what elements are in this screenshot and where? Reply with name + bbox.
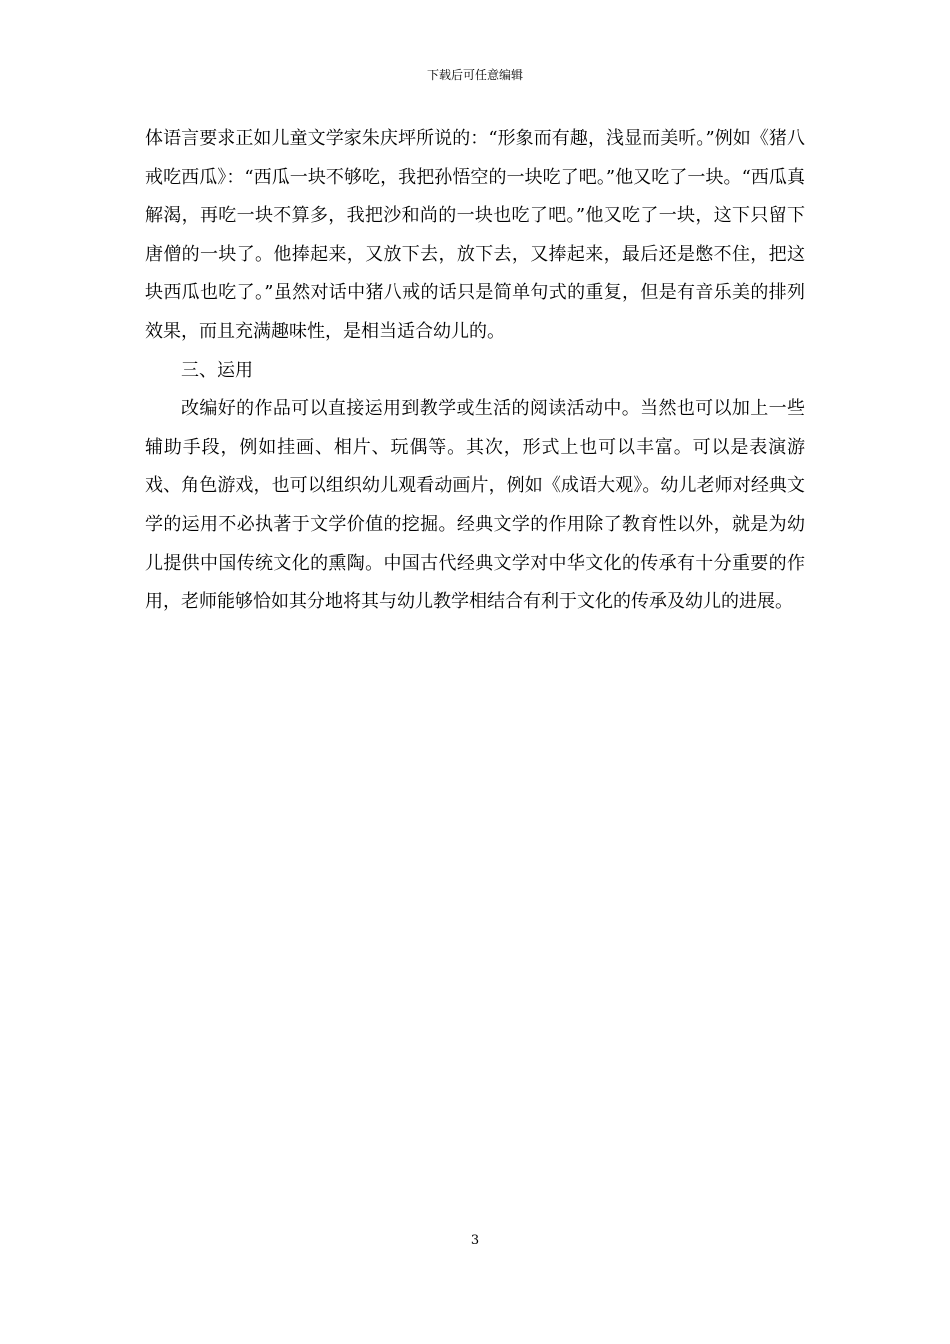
page-number: 3: [470, 1233, 480, 1248]
body-content: [145, 120, 805, 622]
body-paragraph-continued: 体语言要求正如儿童文学家朱庆坪所说的：“形象而有趣，浅显而美听。”例如《猪八戒吃西瓜》：“西瓜一块不够吃，我把孙悟空的一块吃了吧。”他又吃了一块。“西瓜真解渴，再吃一块不算多，我把沙和尚的一块也吃了吧。”他又吃了一块，这下只留下唐僧的一块了。他捧起来，又放下去，放下去，又捧起来，最后还是憋不住，把这块西瓜也吃了。”虽然对话中猪八戒的话只是简单句式的重复，但是有音乐美的排列效果，而且充满趣味性，是相当适合幼儿的。: [145, 128, 805, 342]
section-heading: 三、运用: [181, 359, 253, 381]
page-header: 下载后可任意编辑: [426, 68, 523, 82]
body-paragraph: 改编好的作品可以直接运用到教学或生活的阅读活动中。当然也可以加上一些辅助手段，例如挂画、相片、玩偶等。其次，形式上也可以丰富。可以是表演游戏、角色游戏，也可以组织幼儿观看动画片，例如《成语大观》。幼儿老师对经典文学的运用不必执著于文学价值的挖掘。经典文学的作用除了教育性以外，就是为幼儿提供中国传统文化的熏陶。中国古代经典文学对中华文化的传承有十分重要的作用，老师能够恰如其分地将其与幼儿教学相结合有利于文化的传承及幼儿的进展。: [145, 398, 805, 613]
